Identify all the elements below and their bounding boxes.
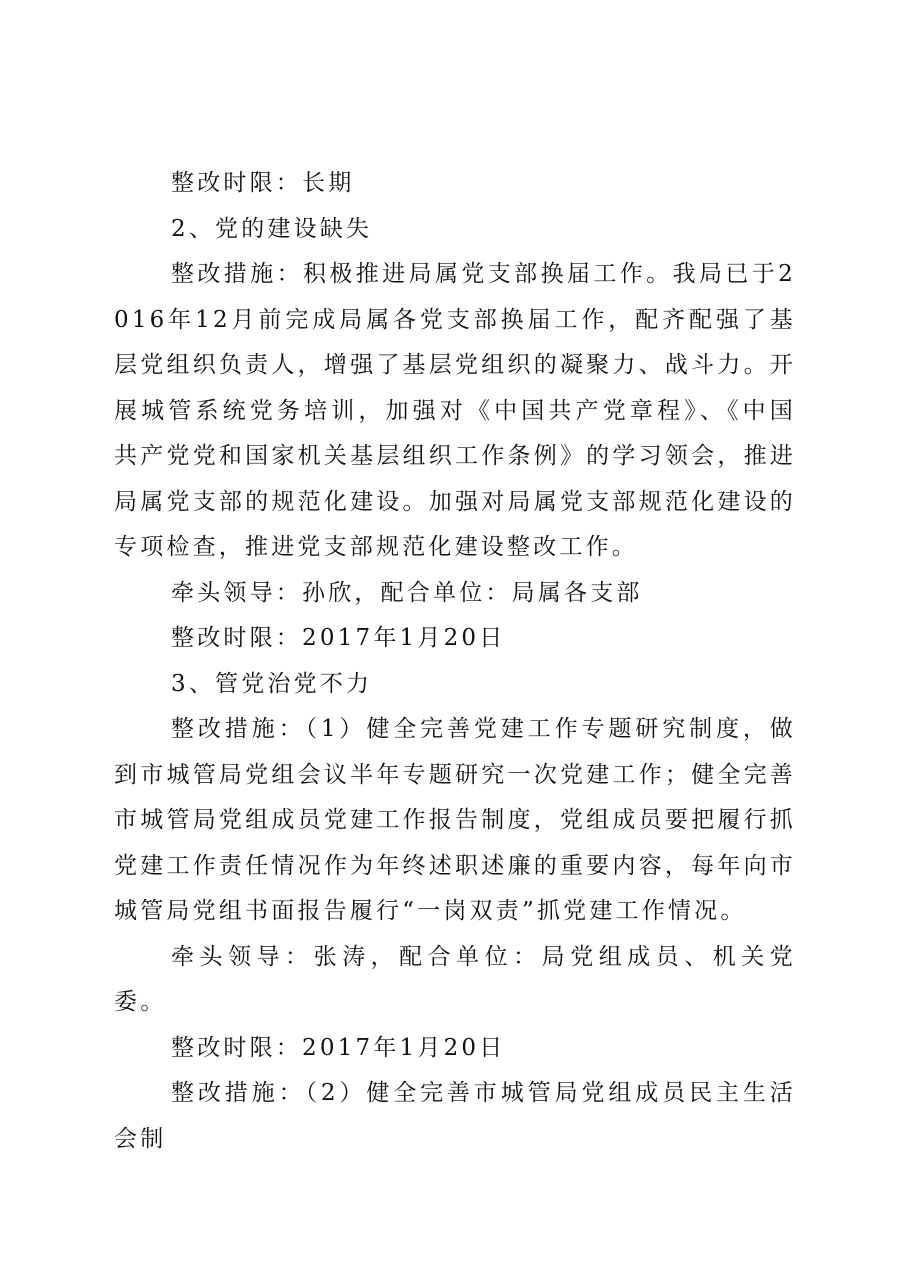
deadline-line: 整改时限：2017年1月20日 — [171, 1034, 506, 1061]
document-body — [114, 161, 796, 1162]
lead-leader-line: 牵头领导：张涛，配合单位：局党组成员、机关党委。 — [114, 943, 796, 1015]
lead-leader-line: 牵头领导：孙欣，配合单位：局属各支部 — [171, 579, 643, 606]
rectification-measures-paragraph: 整改措施：（2）健全完善市城管局党组成员民主生活会制 — [114, 1080, 796, 1152]
deadline-line: 整改时限：2017年1月20日 — [171, 625, 506, 651]
rectification-measures-paragraph: 整改措施：积极推进局属党支部换届工作。我局已于2016年12月前完成局属各党支部换届工作，配齐配强了基层党组织负责人，增强了基层党组织的凝聚力、战斗力。开展城管系统党务培训，加强对《中国共产党章程》、《中国共产党党和国家机关基层组织工作条例》的学习领会，推进局属党支部的规范化建设。加强对局属党支部规范化建设的专项检查，推进党支部规范化建设整改工作。 — [114, 261, 796, 560]
section-heading-3: 3、管党治党不力 — [171, 670, 373, 697]
rectification-measures-paragraph: 整改措施：（1）健全完善党建工作专题研究制度，做到市城管局党组会议半年专题研究一次党建工作；健全完善市城管局党组成员党建工作报告制度，党组成员要把履行抓党建工作责任情况作为年终述职述廉的重要内容，每年向市城管局党组书面报告履行“一岗双责”抓党建工作情况。 — [114, 716, 796, 924]
deadline-line-long-term: 整改时限：长期 — [171, 170, 355, 196]
section-heading-2: 2、党的建设缺失 — [171, 215, 373, 242]
